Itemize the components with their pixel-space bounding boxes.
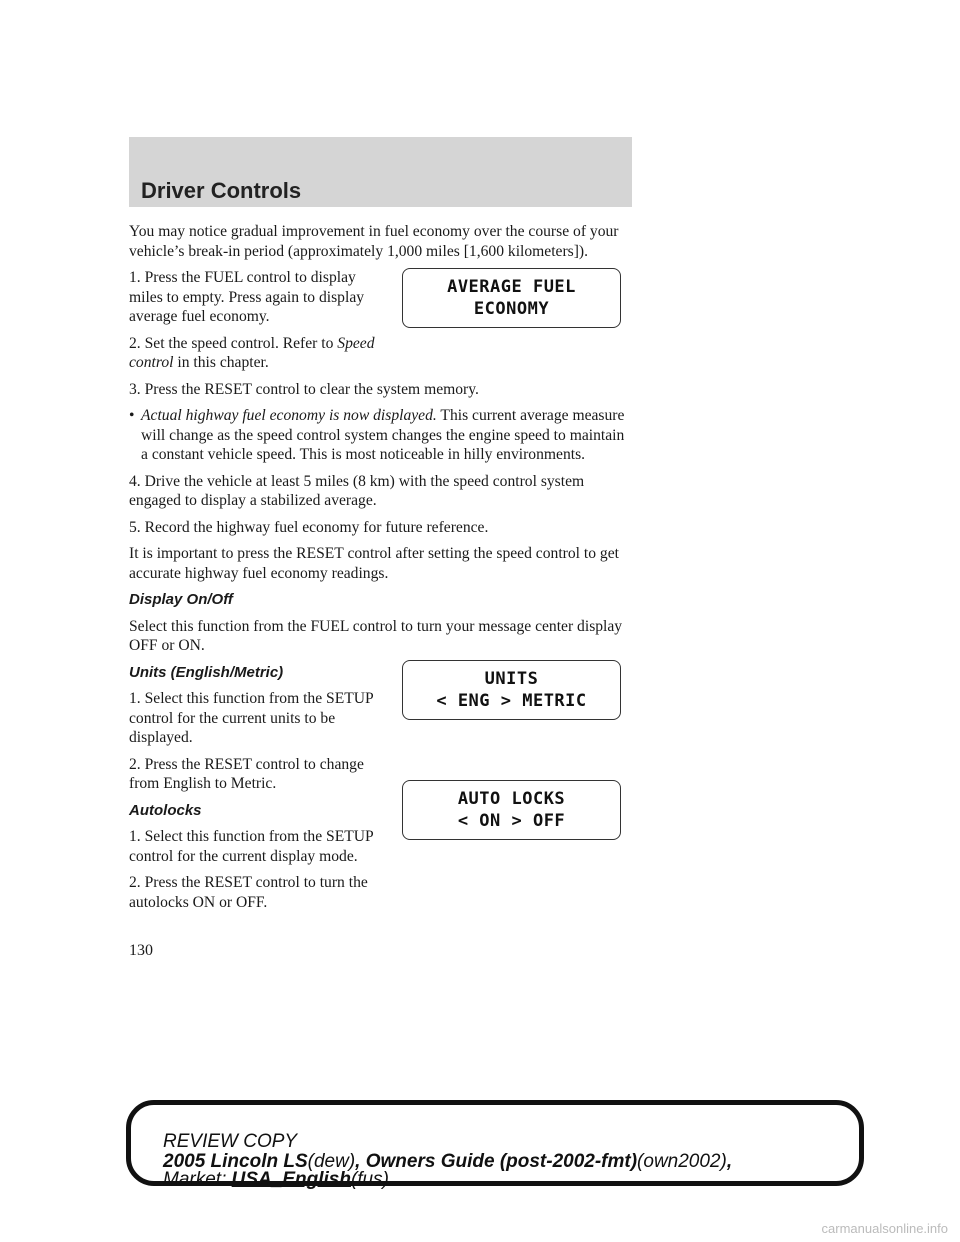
autolocks-display-line-2: < ON > OFF xyxy=(457,811,566,831)
autolocks-display-line-1: AUTO LOCKS xyxy=(457,789,566,809)
reset-note: It is important to press the RESET control after setting the speed control to get accurate highway fuel economy readings. xyxy=(129,545,619,582)
market-code: (fus) xyxy=(350,1169,389,1190)
units-heading: Units (English/Metric) xyxy=(129,663,284,681)
bullet-dot: • xyxy=(129,407,135,424)
bullet-text xyxy=(141,406,629,465)
model-name: 2005 Lincoln LS xyxy=(163,1151,308,1172)
units-step-2: 2. Press the RESET control to change from English to Metric. xyxy=(129,755,364,792)
model-code: (dew) xyxy=(307,1151,356,1172)
guide-comma: , xyxy=(726,1151,733,1172)
bullet-item xyxy=(129,406,629,465)
review-copy-box xyxy=(126,1100,864,1190)
market-value: USA_English xyxy=(231,1169,351,1190)
units-step-1: 1. Select this function from the SETUP control for the current units to be displayed. xyxy=(129,690,374,746)
fuel-economy-display xyxy=(402,268,621,328)
autolocks-step-1: 1. Select this function from the SETUP control for the current display mode. xyxy=(129,828,374,865)
guide-name: , Owners Guide (post-2002-fmt) xyxy=(355,1151,638,1172)
watermark: carmanualsonline.info xyxy=(821,1221,948,1236)
step-2-suffix: in this chapter. xyxy=(177,354,269,371)
bullet-body: This current average measure will change as the speed control system changes the engine speed to maintain a constant vehicle speed. This is most noticeable in hilly environments. xyxy=(141,407,625,463)
bullet-italic: Actual highway fuel economy is now displayed. xyxy=(141,407,437,424)
page-number: 130 xyxy=(129,942,153,959)
autolocks-step-2: 2. Press the RESET control to turn the autolocks ON or OFF. xyxy=(129,874,368,911)
autolocks-heading: Autolocks xyxy=(129,801,202,819)
intro-paragraph: You may notice gradual improvement in fuel economy over the course of your vehicle’s break-in period (approximately 1,000 miles [1,600 kilometers]). xyxy=(129,223,619,260)
units-display xyxy=(402,660,621,720)
step-5: 5. Record the highway fuel economy for future reference. xyxy=(129,518,489,536)
step-2-prefix: 2. Set the speed control. Refer to xyxy=(129,334,338,352)
review-copy-label: REVIEW COPY xyxy=(163,1131,298,1152)
units-display-line-1: UNITS xyxy=(484,669,539,689)
fuel-display-line-2: ECONOMY xyxy=(473,299,550,319)
step-2 xyxy=(129,334,384,373)
step-3: 3. Press the RESET control to clear the system memory. xyxy=(129,380,479,398)
speed-control-reference: Speed control xyxy=(129,334,375,371)
review-market-line xyxy=(163,1169,389,1191)
fuel-display-line-1: AVERAGE FUEL xyxy=(447,277,576,297)
display-heading: Display On/Off xyxy=(129,591,233,608)
step-1: 1. Press the FUEL control to display miles to empty. Press again to display average fuel economy. xyxy=(129,269,365,325)
display-text: Select this function from the FUEL control to turn your message center display OFF or ON. xyxy=(129,617,623,654)
autolocks-display xyxy=(402,780,621,840)
units-display-line-2: < ENG > METRIC xyxy=(436,691,587,711)
page-title: Driver Controls xyxy=(141,178,302,203)
market-label: Market: xyxy=(163,1169,227,1190)
guide-code: (own2002) xyxy=(637,1151,727,1172)
step-4: 4. Drive the vehicle at least 5 miles (8 km) with the speed control system engaged to display a stabilized average. xyxy=(129,472,585,509)
